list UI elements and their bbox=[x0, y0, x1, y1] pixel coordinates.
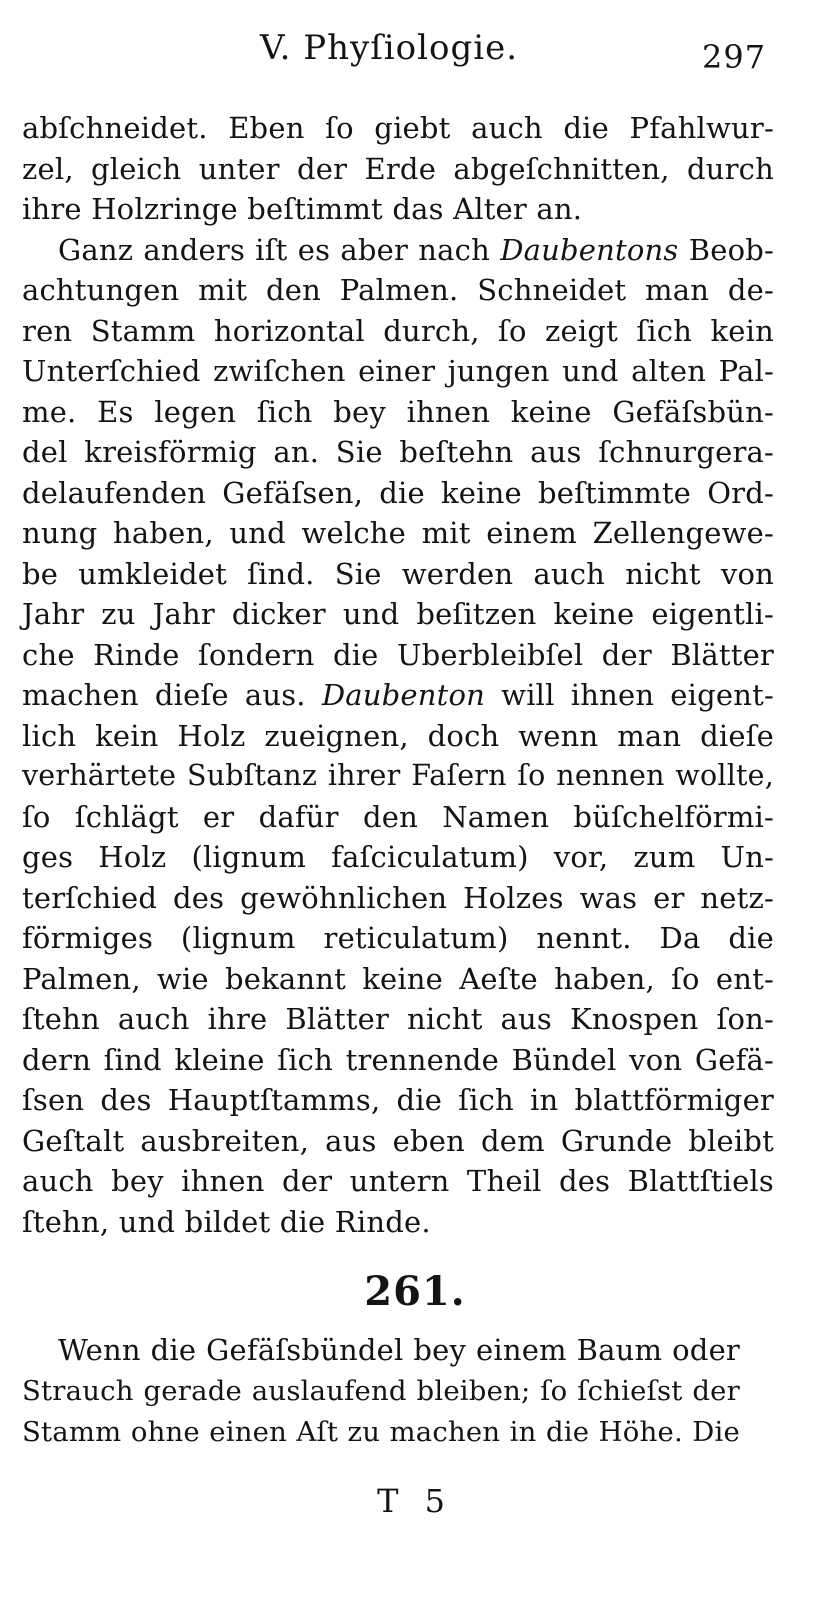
main-text bbox=[22, 108, 774, 1242]
text-span: Ganz anders iſt es aber nach bbox=[58, 232, 501, 267]
text-line: nung haben, und welche mit einem Zellengewe- bbox=[22, 516, 774, 550]
text-line: lich kein Holz zueignen, doch wenn man dieſe bbox=[22, 718, 774, 753]
text-line: zel, gleich unter der Erde abgeſchnitten, durch bbox=[22, 151, 774, 186]
text-line: be umkleidet ſind. Sie werden auch nicht von bbox=[22, 556, 774, 591]
section-number: 261. bbox=[364, 1268, 466, 1315]
text-line: delaufenden Gefäſsen, die keine beſtimmte Ord- bbox=[22, 475, 774, 510]
text-line: Unterſchied zwiſchen einer jungen und alten Pal- bbox=[22, 354, 774, 388]
text-line: Palmen, wie bekannt keine Aeſte haben, ſo ent- bbox=[22, 961, 774, 996]
text-line: ren Stamm horizontal durch, ſo zeigt ſich kein bbox=[22, 313, 774, 348]
text-line: Stamm ohne einen Aſt zu machen in die Höhe. Die bbox=[22, 1416, 740, 1448]
text-line: förmiges (lignum reticulatum) nennt. Da die bbox=[22, 921, 774, 955]
running-header bbox=[0, 28, 830, 78]
text-line bbox=[22, 675, 774, 716]
text-line: ihre Holzringe beſtimmt das Alter an. bbox=[22, 192, 583, 226]
text-line: Jahr zu Jahr dicker und beſitzen keine eigentli- bbox=[22, 597, 774, 631]
printer-signature-mark: T 5 bbox=[377, 1482, 453, 1520]
chapter-title: V. Phyſiologie. bbox=[260, 28, 519, 68]
text-line: auch bey ihnen der untern Theil des Blattſtiels bbox=[22, 1164, 774, 1198]
paragraph-continuation bbox=[22, 108, 774, 230]
text-line: ges Holz (lignum faſciculatum) vor, zum Un- bbox=[22, 840, 774, 874]
text-line: ſtehn auch ihre Blätter nicht aus Knospen ſon- bbox=[22, 1002, 774, 1036]
text-line: achtungen mit den Palmen. Schneidet man de- bbox=[22, 273, 774, 307]
author-name: Daubenton bbox=[321, 678, 486, 712]
text-span: machen dieſe aus. bbox=[22, 678, 322, 712]
text-line: Strauch gerade auslaufend bleiben; ſo ſchieſst der bbox=[22, 1375, 740, 1407]
text-line: che Rinde ſondern die Uberbleibſel der Blätter bbox=[22, 637, 774, 672]
text-span: will ihnen eigent- bbox=[485, 678, 774, 712]
text-line: del kreisförmig an. Sie beſtehn aus ſchnurgera- bbox=[22, 435, 774, 469]
text-span: Beob- bbox=[678, 232, 774, 267]
paragraph-palms bbox=[22, 230, 774, 1243]
text-line: terſchied des gewöhnlichen Holzes was er netz- bbox=[22, 880, 774, 915]
text-line: abſchneidet. Eben ſo giebt auch die Pfahlwur- bbox=[22, 111, 774, 145]
text-line: Geſtalt ausbreiten, aus eben dem Grunde bleibt bbox=[22, 1123, 774, 1158]
text-line: ſtehn, und bildet die Rinde. bbox=[22, 1204, 431, 1239]
page-number: 297 bbox=[702, 38, 767, 76]
text-line: dern ſind kleine ſich trennende Bündel von Gefä- bbox=[22, 1042, 774, 1077]
text-line bbox=[22, 230, 774, 271]
text-line: ſo ſchlägt er dafür den Namen büſchelförmi- bbox=[22, 799, 774, 834]
text-line: Wenn die Gefäſsbündel bey einem Baum oder bbox=[58, 1333, 740, 1367]
text-line: me. Es legen ſich bey ihnen keine Gefäſsbün- bbox=[22, 394, 774, 429]
paragraph-section-261 bbox=[22, 1330, 740, 1453]
author-name: Daubentons bbox=[500, 232, 679, 267]
text-line: verhärtete Subſtanz ihrer Faſern ſo nennen wollte, bbox=[22, 759, 774, 792]
text-line: ſsen des Hauptſtamms, die ſich in blattförmiger bbox=[22, 1083, 774, 1117]
